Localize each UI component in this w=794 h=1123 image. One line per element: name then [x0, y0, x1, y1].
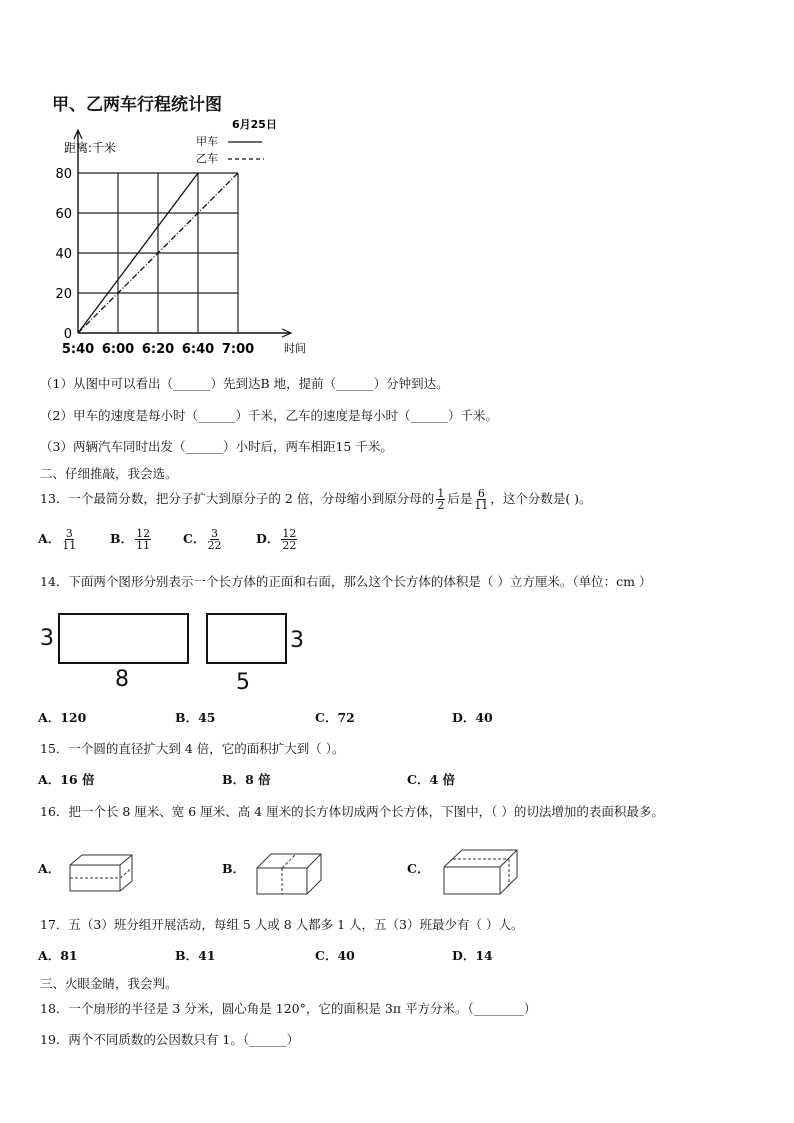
q16-option-a[interactable]: A． [38, 861, 61, 876]
q15-option-b[interactable]: B．8 倍 [222, 772, 271, 787]
question-14: 14．下面两个图形分别表示一个长方体的正面和右面，那么这个长方体的体积是（ ）立方厘米。（单位：cm ） [40, 574, 652, 589]
question-17: 17．五（3）班分组开展活动，每组 5 人或 8 人都多 1 人，五（3）班最少有（ ）人。 [40, 917, 524, 932]
x-axis-label: 时间 [284, 342, 306, 355]
q14-front-rectangle [58, 613, 189, 664]
legend-jia-label: 甲车 [196, 135, 218, 148]
section-3-heading: 三、火眼金睛，我会判。 [40, 976, 178, 991]
q17-option-c[interactable]: C．40 [315, 948, 355, 963]
q13-option-c[interactable]: C． $\frac{3}{22}$ [183, 527, 222, 552]
q15-option-a[interactable]: A．16 倍 [38, 772, 95, 787]
q16-box-a-figure [68, 853, 136, 895]
q14-option-a[interactable]: A．120 [38, 710, 87, 725]
question-16: 16．把一个长 8 厘米、宽 6 厘米、高 4 厘米的长方体切成两个长方体，下图中，（ ）的切法增加的表面积最多。 [40, 804, 664, 819]
q14-side-width: 5 [236, 670, 250, 695]
y-tick-label: 80 [55, 167, 72, 182]
q13-text-c: ，这个分数是( )。 [490, 491, 592, 506]
q16-option-c[interactable]: C． [407, 861, 430, 876]
q14-option-d[interactable]: D．40 [452, 710, 493, 725]
y-tick-label: 0 [63, 327, 72, 342]
chart-ticks [55, 167, 254, 357]
y-axis-label: 距离:千米 [64, 141, 117, 155]
q13-option-d[interactable]: D． $\frac{12}{22}$ [256, 527, 297, 552]
q13-text-a: 13．一个最简分数，把分子扩大到原分子的 2 倍，分母缩小到原分母的 [40, 491, 435, 506]
q17-option-a[interactable]: A．81 [38, 948, 78, 963]
q14-front-width: 8 [115, 667, 129, 692]
y-tick-label: 60 [55, 207, 72, 222]
q17-option-d[interactable]: D．14 [452, 948, 493, 963]
x-tick-label: 6:00 [101, 342, 135, 357]
q15-option-c[interactable]: C．4 倍 [407, 772, 455, 787]
x-tick-label: 7:00 [221, 342, 255, 357]
question-19: 19．两个不同质数的公因数只有 1。（______） [40, 1032, 300, 1047]
x-tick-label: 6:40 [181, 342, 215, 357]
q16-box-b-figure [255, 852, 323, 898]
x-tick-label: 6:20 [141, 342, 175, 357]
y-tick-label: 40 [55, 247, 72, 262]
chart-date: 6月25日 [232, 118, 277, 131]
q13-fraction-1: $\frac{1}{2}$ [437, 487, 445, 512]
q13-text-b: 后是 [447, 491, 473, 506]
legend-yi-label: 乙车 [196, 152, 218, 165]
section-2-heading: 二、仔细推敲，我会选。 [40, 466, 178, 481]
question-3: （3）两辆汽车同时出发（______）小时后，两车相距15 千米。 [40, 439, 393, 454]
q14-side-height: 3 [290, 628, 304, 653]
line-chart [40, 112, 320, 362]
question-13 [40, 488, 592, 511]
y-tick-label: 20 [55, 287, 72, 302]
q14-front-height: 3 [40, 626, 54, 651]
q16-box-c-figure [441, 847, 521, 897]
chart-title: 甲、乙两车行程统计图 [52, 95, 222, 115]
q13-option-a[interactable]: A． $\frac{3}{11}$ [38, 527, 77, 552]
q16-option-b[interactable]: B． [222, 861, 246, 876]
q13-option-b[interactable]: B． $\frac{12}{11}$ [110, 527, 151, 552]
question-2: （2）甲车的速度是每小时（______）千米，乙车的速度是每小时（______）千米。 [40, 408, 498, 423]
chart-axes [74, 130, 291, 337]
q17-option-b[interactable]: B．41 [175, 948, 216, 963]
question-1: （1）从图中可以看出（______）先到达B 地，提前（______）分钟到达。 [40, 376, 449, 391]
q13-fraction-2: $\frac{6}{11}$ [474, 487, 489, 512]
question-15: 15．一个圆的直径扩大到 4 倍，它的面积扩大到（ ）。 [40, 741, 345, 756]
q14-side-rectangle [206, 613, 287, 664]
question-18: 18．一个扇形的半径是 3 分米，圆心角是 120°，它的面积是 3π 平方分米。（________） [40, 1001, 537, 1016]
x-tick-label: 5:40 [61, 342, 95, 357]
q14-option-c[interactable]: C．72 [315, 710, 355, 725]
q14-option-b[interactable]: B．45 [175, 710, 216, 725]
